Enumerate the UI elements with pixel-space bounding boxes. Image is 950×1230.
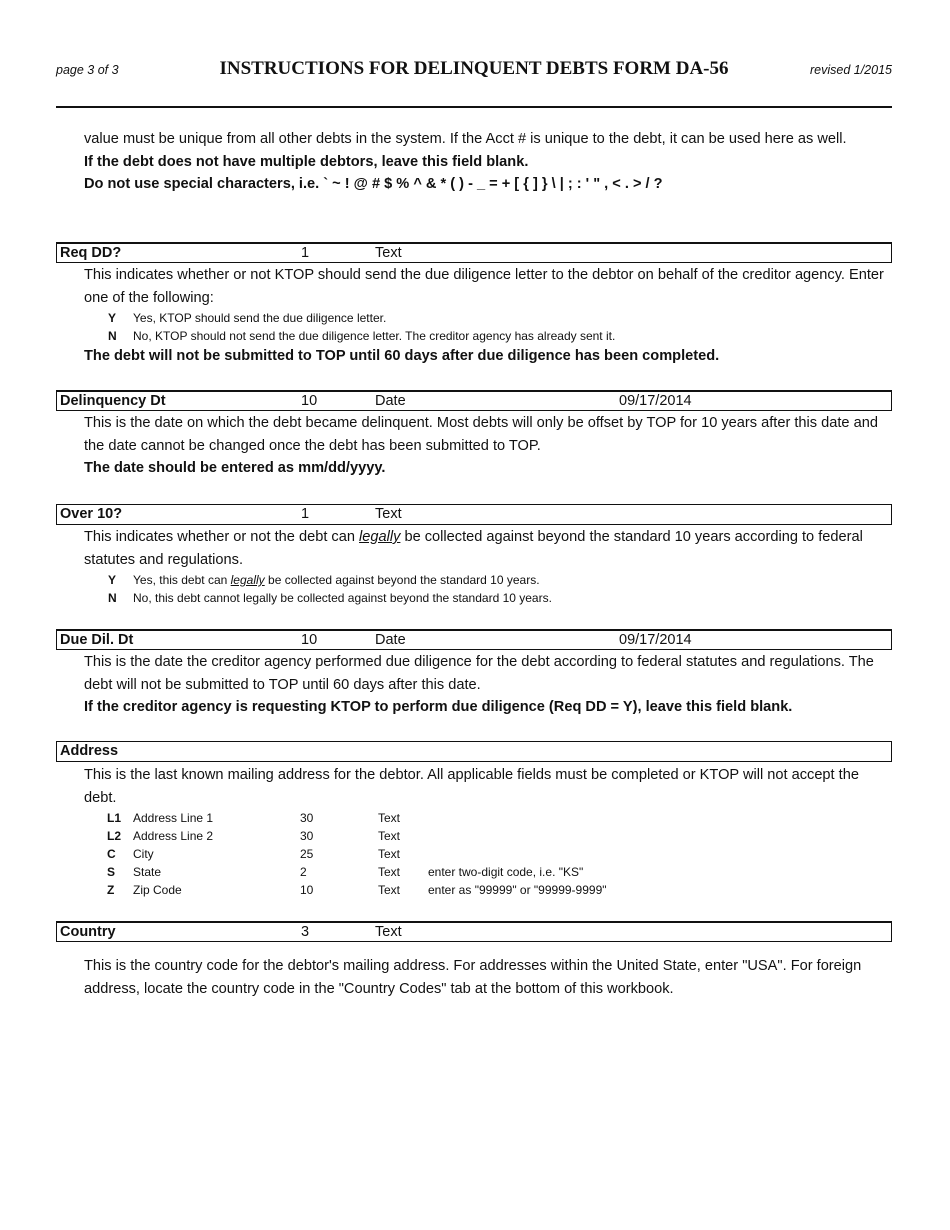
field-description: [84, 526, 892, 571]
option-code: N: [108, 329, 117, 343]
field-header-row: [56, 741, 892, 762]
subfield-note: enter two-digit code, i.e. "KS": [428, 865, 584, 879]
option-n: [84, 589, 892, 607]
subfield-label: City: [133, 847, 154, 861]
field-description: This is the last known mailing address for the debtor. All applicable fields must be completed or KTOP will not accept the debt.: [84, 767, 859, 806]
address-subfield-city: [56, 845, 892, 863]
subfield-code: L1: [107, 811, 122, 825]
field-note: If the creditor agency is requesting KTOP to perform due diligence (Req DD = Y), leave this field blank.: [84, 699, 793, 715]
option-text: No, KTOP should not send the due diligence letter. The creditor agency has already sent it.: [133, 329, 616, 343]
field-name: Req DD?: [60, 245, 122, 261]
option-y: [84, 309, 892, 327]
subfield-code: L2: [107, 829, 122, 843]
subfield-type: Text: [378, 811, 401, 825]
opt-part: be collected against beyond the standard 10 years.: [268, 573, 540, 587]
intro-text: value must be unique from all other debts in the system. If the Acct # is unique to the debt, it can be used here as well.: [84, 131, 847, 147]
field-header-row: [56, 242, 892, 263]
subfield-label: Zip Code: [133, 883, 182, 897]
intro-note-blank: If the debt does not have multiple debtors, leave this field blank.: [84, 153, 529, 170]
field-type: Text: [375, 924, 402, 940]
field-type: Text: [375, 245, 402, 261]
address-subfield-l2: [56, 827, 892, 845]
field-delinquency-dt: [56, 390, 892, 480]
option-n: [84, 327, 892, 345]
field-header-row: [56, 921, 892, 942]
field-type: Date: [375, 632, 406, 648]
field-req-dd: [56, 242, 892, 368]
intro-section: [56, 128, 892, 196]
field-name: Over 10?: [60, 506, 123, 522]
address-subfield-state: [56, 863, 892, 881]
desc-emphasis: legally: [359, 529, 401, 545]
field-length: 3: [301, 924, 310, 940]
option-text: No, this debt cannot legally be collected against beyond the standard 10 years.: [133, 591, 552, 605]
intro-note-special-chars: Do not use special characters, i.e. ` ~ ! @ # $ % ^ & * ( ) - _ = + [ { ] } \ | ; : ' " , < . > / ?: [84, 176, 663, 192]
field-country: [56, 921, 892, 1000]
option-text: Yes, KTOP should send the due diligence letter.: [133, 311, 387, 325]
field-name: Delinquency Dt: [60, 393, 166, 409]
field-name: Address: [60, 743, 119, 759]
field-due-dil-dt: [56, 629, 892, 719]
subfield-type: Text: [378, 883, 401, 897]
field-address: [56, 741, 892, 899]
header-divider: [56, 106, 892, 108]
subfield-length: 25: [300, 847, 314, 861]
field-length: 10: [301, 393, 318, 409]
address-subfield-zip: [56, 881, 892, 899]
subfield-code: S: [107, 865, 116, 879]
subfield-label: Address Line 2: [133, 829, 214, 843]
field-name: Country: [60, 924, 116, 940]
field-over-10: [56, 504, 892, 607]
subfield-label: State: [133, 865, 162, 879]
field-type: Text: [375, 506, 402, 522]
revision-date: revised 1/2015: [809, 63, 892, 77]
field-sample: 09/17/2014: [619, 632, 692, 648]
subfield-length: 30: [300, 811, 314, 825]
field-description: This indicates whether or not KTOP should send the due diligence letter to the debtor on behalf of the creditor agency. Enter one of the following:: [84, 267, 884, 306]
option-code: Y: [108, 311, 117, 325]
option-text: [133, 571, 540, 589]
field-note: The date should be entered as mm/dd/yyyy.: [84, 460, 386, 476]
desc-part: be collected against beyond the standard 10 years according to federal statutes and regulations.: [84, 529, 863, 568]
field-description: This is the country code for the debtor's mailing address. For addresses within the United State, enter "USA". For foreign address, locate the country code in the "Country Codes" tab at the bottom of this workbook.: [84, 958, 862, 997]
subfield-length: 10: [300, 883, 314, 897]
subfield-type: Text: [378, 865, 401, 879]
page-number: page 3 of 3: [56, 63, 119, 77]
opt-emphasis: legally: [230, 573, 265, 587]
field-note: The debt will not be submitted to TOP until 60 days after due diligence has been completed.: [84, 348, 720, 364]
subfield-length: 2: [300, 865, 307, 879]
opt-part: Yes, this debt can: [133, 573, 228, 587]
subfield-code: Z: [107, 883, 115, 897]
subfield-label: Address Line 1: [133, 811, 214, 825]
subfield-type: Text: [378, 847, 401, 861]
field-header-row: [56, 504, 892, 525]
field-length: 1: [301, 506, 310, 522]
subfield-type: Text: [378, 829, 401, 843]
page-title: INSTRUCTIONS FOR DELINQUENT DEBTS FORM DA-56: [219, 58, 729, 79]
subfield-note: enter as "99999" or "99999-9999": [428, 883, 607, 897]
field-length: 1: [301, 245, 310, 261]
field-name: Due Dil. Dt: [60, 632, 134, 648]
option-code: Y: [108, 573, 117, 587]
field-sample: 09/17/2014: [619, 393, 692, 409]
field-header-row: [56, 629, 892, 650]
page-header: [56, 58, 892, 86]
desc-part: This indicates whether or not the debt can: [84, 529, 355, 545]
address-subfield-l1: [56, 809, 892, 827]
option-code: N: [108, 591, 117, 605]
field-description: This is the date the creditor agency performed due diligence for the debt according to federal statutes and regulations. The debt will not be submitted to TOP until 60 days after this date.: [84, 654, 874, 693]
option-y: [84, 571, 892, 589]
subfield-code: C: [107, 847, 116, 861]
field-header-row: [56, 390, 892, 411]
field-length: 10: [301, 632, 318, 648]
subfield-length: 30: [300, 829, 314, 843]
field-type: Date: [375, 393, 406, 409]
field-description: This is the date on which the debt became delinquent. Most debts will only be offset by TOP for 10 years after this date and the date cannot be changed once the debt has been submitted to TOP.: [84, 415, 878, 454]
